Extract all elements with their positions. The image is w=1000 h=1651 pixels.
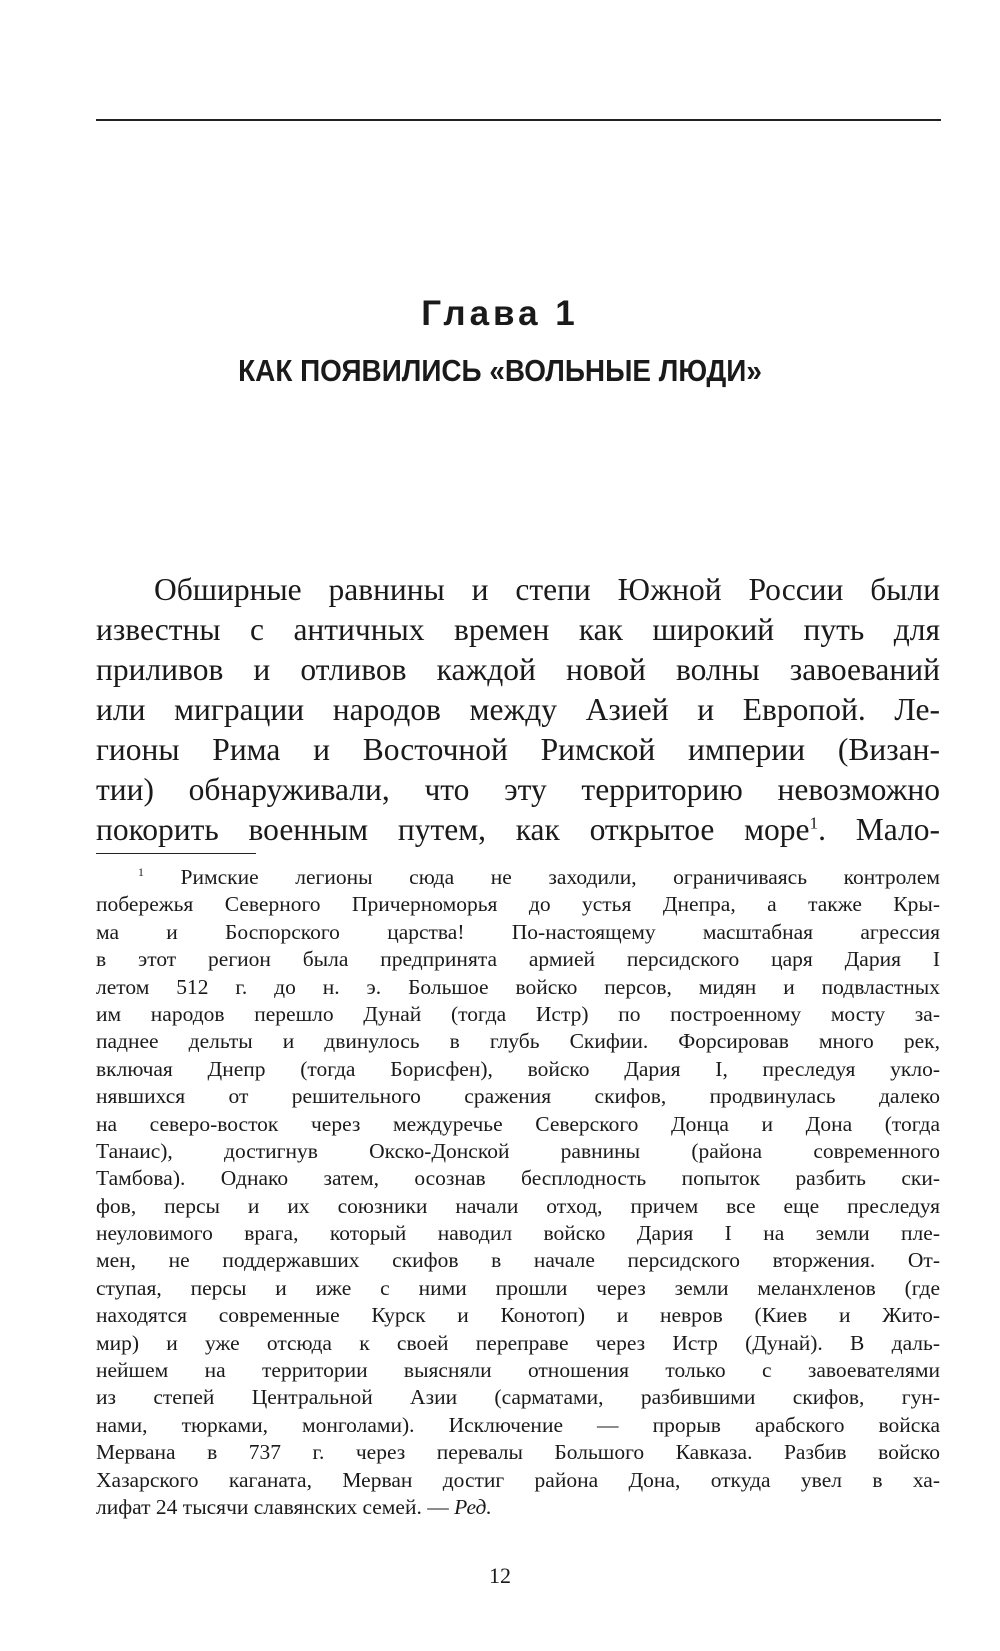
footnote-line: на северо-восток через междуречье Северского Донца и Дона (тогда	[96, 1111, 940, 1136]
footnote-line: мир) и уже отсюда к своей переправе через Истр (Дунай). В даль-	[96, 1330, 940, 1355]
footnote-line-text: Римские легионы сюда не заходили, ограничиваясь контролем	[180, 865, 940, 889]
footnote-line: Хазарского каганата, Мерван достиг района Дона, откуда увел в ха-	[96, 1467, 940, 1492]
body-line: приливов и отливов каждой новой волны завоеваний	[96, 652, 940, 687]
footnote-line: из степей Центральной Азии (сарматами, разбившими скифов, гун-	[96, 1385, 940, 1410]
chapter-number: Глава 1	[421, 294, 579, 333]
footnote-line: Тамбова). Однако затем, осознав бесплодность попыток разбить ски-	[96, 1166, 940, 1191]
top-rule	[96, 119, 941, 121]
body-paragraph	[96, 570, 940, 850]
body-line-text: покорить военным путем, как открытое море	[96, 812, 810, 847]
footnote-line: в этот регион была предпринята армией персидского царя Дария I	[96, 947, 940, 972]
body-line-last	[96, 810, 940, 850]
footnote-line-text: лифат 24 тысячи славянских семей. —	[96, 1494, 455, 1519]
footnote-line: нами, тюрками, монголами). Исключение — прорыв арабского войска	[96, 1412, 940, 1437]
editor-mark: Ред.	[454, 1494, 492, 1519]
footnote-line: летом 512 г. до н. э. Большое войско персов, мидян и подвластных	[96, 974, 940, 999]
body-line: гионы Рима и Восточной Римской империи (Визан-	[96, 732, 940, 767]
footnote-line: включая Днепр (тогда Борисфен), войско Дария I, преследуя укло-	[96, 1056, 940, 1081]
footnote-line: паднее дельты и двинулось в глубь Скифии. Форсировав много рек,	[96, 1029, 940, 1054]
footnote-line: мен, не поддержавших скифов в начале персидского вторжения. От-	[96, 1248, 940, 1273]
footnote-line: фов, персы и их союзники начали отход, причем все еще преследуя	[96, 1193, 940, 1218]
footnote-line: находятся современные Курск и Конотоп) и невров (Киев и Жито-	[96, 1303, 940, 1328]
footnote-line: им народов перешло Дунай (тогда Истр) по построенному мосту за-	[96, 1001, 940, 1026]
body-line: известны с античных времен как широкий путь для	[96, 612, 940, 647]
footnote-marker: 1	[138, 864, 144, 879]
body-line: или миграции народов между Азией и Европой. Ле-	[96, 692, 940, 727]
footnote-line: ступая, персы и иже с ними прошли через земли меланхленов (где	[96, 1275, 940, 1300]
chapter-title: КАК ПОЯВИЛИСЬ «ВОЛЬНЫЕ ЛЮДИ»	[238, 353, 762, 388]
footnote-line-last	[96, 1494, 940, 1521]
footnote-reference: 1	[809, 813, 819, 833]
footnote	[96, 864, 940, 1521]
footnote-separator	[96, 853, 256, 854]
body-line: тии) обнаруживали, что эту территорию невозможно	[96, 772, 940, 807]
body-line: Обширные равнины и степи Южной России были	[154, 572, 940, 607]
footnote-line: ма и Боспорского царства! По-настоящему масштабная агрессия	[96, 919, 940, 944]
footnote-line: Мервана в 737 г. через перевалы Большого Кавказа. Разбив войско	[96, 1440, 940, 1465]
footnote-line	[96, 864, 940, 891]
footnote-line: нявшихся от решительного сражения скифов, продвинулась далеко	[96, 1084, 940, 1109]
footnote-line: неуловимого врага, который наводил войско Дария I на земли пле-	[96, 1221, 940, 1246]
footnote-line: побережья Северного Причерноморья до устья Днепра, а также Кры-	[96, 892, 940, 917]
footnote-line: нейшем на территории выясняли отношения только с завоевателями	[96, 1358, 940, 1383]
body-line-tail: . Мало-	[818, 812, 940, 847]
footnote-line: Танаис), достигнув Окско-Донской равнины (района современного	[96, 1138, 940, 1163]
page-number: 12	[489, 1563, 511, 1588]
